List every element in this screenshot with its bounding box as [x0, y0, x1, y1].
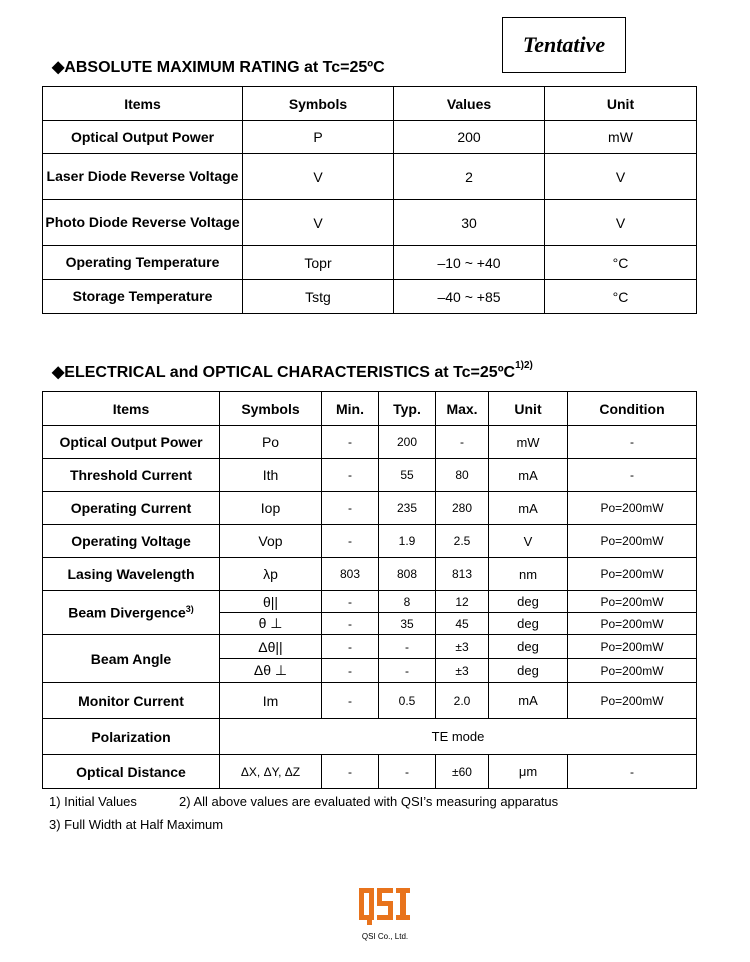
row-value: –10 ~ +40 [394, 246, 545, 280]
row-item: Storage Temperature [43, 280, 243, 314]
table-header-row [43, 392, 697, 426]
header-unit: Unit [489, 392, 568, 426]
header-min: Min. [322, 392, 379, 426]
row-item: Monitor Current [43, 683, 220, 719]
header-symbols: Symbols [243, 87, 394, 121]
row-unit: V [545, 200, 697, 246]
row-unit: °C [545, 246, 697, 280]
row-min: - [322, 635, 379, 659]
table-row [43, 246, 697, 280]
row-symbol: V [243, 154, 394, 200]
header-max: Max. [436, 392, 489, 426]
row-polarization-value: TE mode [220, 719, 697, 755]
row-symbol: θ|| [220, 591, 322, 613]
table-row [43, 154, 697, 200]
header-items: Items [43, 392, 220, 426]
beam-divergence-label: Beam Divergence [68, 604, 186, 621]
row-symbol: Δθ ⊥ [220, 659, 322, 683]
qsi-logo-icon [358, 886, 412, 926]
row-item: Operating Current [43, 492, 220, 525]
row-item: Threshold Current [43, 459, 220, 492]
row-typ: 35 [379, 613, 436, 635]
row-condition: - [568, 426, 697, 459]
header-items: Items [43, 87, 243, 121]
row-max: ±60 [436, 755, 489, 789]
beam-divergence-footnote-ref: 3) [185, 604, 194, 615]
row-condition: Po=200mW [568, 558, 697, 591]
heading-footnote-ref: 1)2) [515, 360, 533, 371]
row-typ: - [379, 635, 436, 659]
table-row [43, 492, 697, 525]
row-min: - [322, 683, 379, 719]
table-row [43, 200, 697, 246]
header-typ: Typ. [379, 392, 436, 426]
row-item: Operating Temperature [43, 246, 243, 280]
row-condition: Po=200mW [568, 591, 697, 613]
row-condition: - [568, 459, 697, 492]
footnote-1: 1) Initial Values [49, 794, 137, 809]
row-symbol: θ ⊥ [220, 613, 322, 635]
table-row [43, 121, 697, 154]
row-unit: V [545, 154, 697, 200]
table-row [43, 755, 697, 789]
row-min: 803 [322, 558, 379, 591]
row-unit: nm [489, 558, 568, 591]
row-value: 2 [394, 154, 545, 200]
row-typ: 8 [379, 591, 436, 613]
row-unit: mA [489, 459, 568, 492]
row-value: –40 ~ +85 [394, 280, 545, 314]
row-max: 813 [436, 558, 489, 591]
row-unit: mW [545, 121, 697, 154]
row-max: 2.5 [436, 525, 489, 558]
absolute-max-rating-heading: ◆ABSOLUTE MAXIMUM RATING at Tc=25ºC [52, 59, 385, 76]
row-symbol: V [243, 200, 394, 246]
row-symbol: Vop [220, 525, 322, 558]
row-item: Operating Voltage [43, 525, 220, 558]
row-max: 80 [436, 459, 489, 492]
row-condition: Po=200mW [568, 635, 697, 659]
row-max: ±3 [436, 635, 489, 659]
row-item: Photo Diode Reverse Voltage [43, 200, 243, 246]
row-unit: mA [489, 683, 568, 719]
row-min: - [322, 525, 379, 558]
table-row [43, 558, 697, 591]
table-row [43, 280, 697, 314]
table-row [43, 635, 697, 659]
row-symbol: Iop [220, 492, 322, 525]
row-item: Optical Output Power [43, 426, 220, 459]
row-value: 200 [394, 121, 545, 154]
row-typ: 0.5 [379, 683, 436, 719]
row-max: 2.0 [436, 683, 489, 719]
row-symbol: Po [220, 426, 322, 459]
absolute-max-rating-table [42, 86, 697, 314]
row-unit: deg [489, 635, 568, 659]
row-item: Optical Output Power [43, 121, 243, 154]
row-typ: 1.9 [379, 525, 436, 558]
row-condition: Po=200mW [568, 683, 697, 719]
footnote-3: 3) Full Width at Half Maximum [49, 817, 224, 832]
header-symbols: Symbols [220, 392, 322, 426]
row-unit: μm [489, 755, 568, 789]
row-typ: 200 [379, 426, 436, 459]
row-max: ±3 [436, 659, 489, 683]
row-max: - [436, 426, 489, 459]
row-min: - [322, 659, 379, 683]
row-min: - [322, 459, 379, 492]
row-symbol: Ith [220, 459, 322, 492]
header-unit: Unit [545, 87, 697, 121]
row-typ: - [379, 755, 436, 789]
row-max: 45 [436, 613, 489, 635]
table-row [43, 591, 697, 613]
row-max: 280 [436, 492, 489, 525]
row-symbol: ΔX, ΔY, ΔZ [220, 755, 322, 789]
table-row [43, 459, 697, 492]
tentative-stamp: Tentative [502, 17, 626, 73]
row-item: Optical Distance [43, 755, 220, 789]
row-typ: 235 [379, 492, 436, 525]
row-min: - [322, 426, 379, 459]
table-row [43, 719, 697, 755]
row-condition: Po=200mW [568, 525, 697, 558]
row-item [43, 591, 220, 635]
row-item: Lasing Wavelength [43, 558, 220, 591]
row-condition: Po=200mW [568, 613, 697, 635]
row-symbol: Topr [243, 246, 394, 280]
row-symbol: Δθ|| [220, 635, 322, 659]
row-unit: deg [489, 659, 568, 683]
row-item: Laser Diode Reverse Voltage [43, 154, 243, 200]
row-unit: mW [489, 426, 568, 459]
table-row [43, 525, 697, 558]
table-header-row [43, 87, 697, 121]
row-condition: Po=200mW [568, 492, 697, 525]
row-unit: deg [489, 613, 568, 635]
row-condition: Po=200mW [568, 659, 697, 683]
row-min: - [322, 613, 379, 635]
row-max: 12 [436, 591, 489, 613]
row-item: Polarization [43, 719, 220, 755]
header-values: Values [394, 87, 545, 121]
electrical-optical-heading [52, 362, 533, 382]
row-typ: - [379, 659, 436, 683]
row-symbol: Im [220, 683, 322, 719]
heading-text: ◆ELECTRICAL and OPTICAL CHARACTERISTICS at Tc=25ºC [52, 364, 516, 381]
header-condition: Condition [568, 392, 697, 426]
row-unit: °C [545, 280, 697, 314]
row-min: - [322, 755, 379, 789]
row-condition: - [568, 755, 697, 789]
logo-caption: QSI Co., Ltd. [361, 932, 409, 941]
row-typ: 808 [379, 558, 436, 591]
row-typ: 55 [379, 459, 436, 492]
row-min: - [322, 492, 379, 525]
row-item: Beam Angle [43, 635, 220, 683]
row-value: 30 [394, 200, 545, 246]
footnote-2: 2) All above values are evaluated with QSI’s measuring apparatus [179, 794, 559, 809]
row-symbol: P [243, 121, 394, 154]
row-min: - [322, 591, 379, 613]
row-symbol: Tstg [243, 280, 394, 314]
row-unit: V [489, 525, 568, 558]
table-row [43, 683, 697, 719]
electrical-optical-table [42, 391, 697, 789]
row-unit: mA [489, 492, 568, 525]
row-unit: deg [489, 591, 568, 613]
table-row [43, 426, 697, 459]
row-symbol: λp [220, 558, 322, 591]
